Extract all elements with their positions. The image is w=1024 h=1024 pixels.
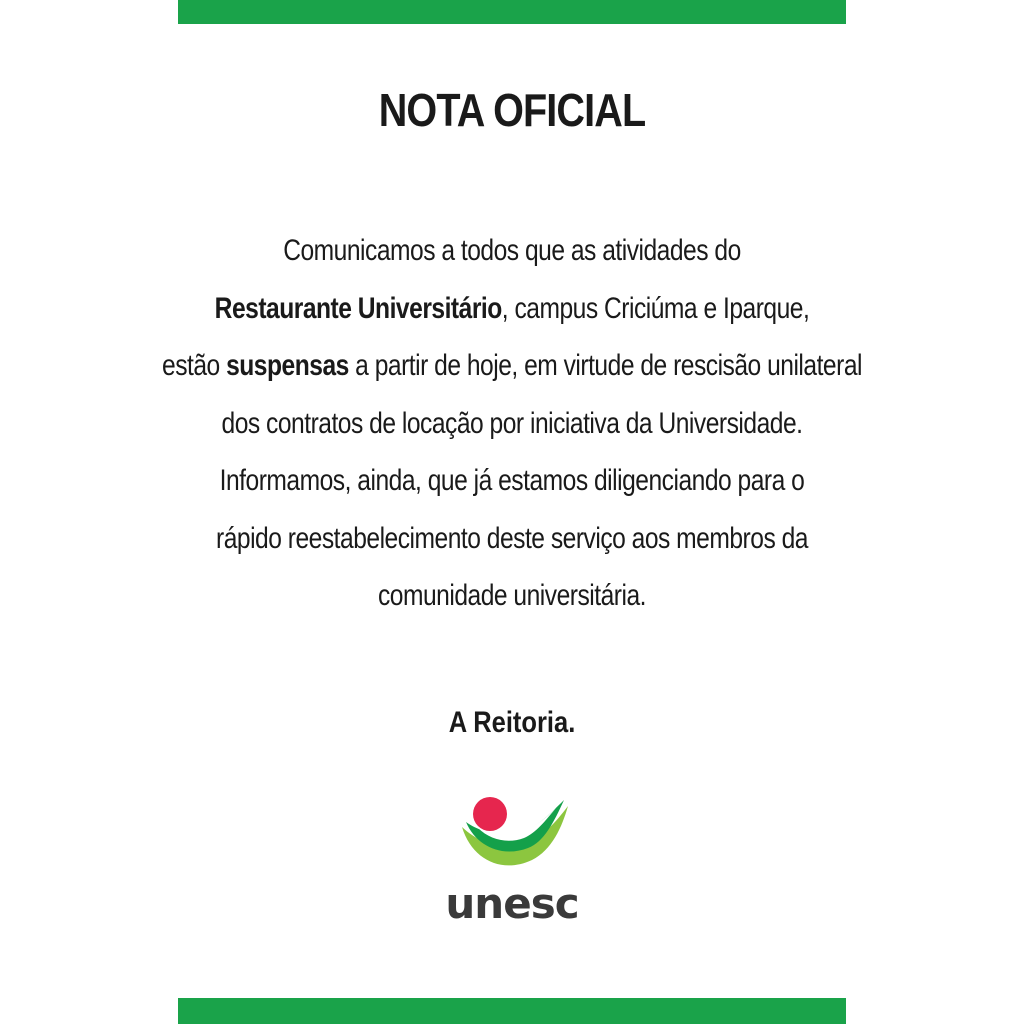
- restaurant-name: Restaurante Universitário: [214, 291, 502, 325]
- logo-wordmark: unesc: [445, 879, 579, 928]
- notice-line-5: Informamos, ainda, que já estamos diligenciando para o: [219, 464, 805, 497]
- notice-line-7: comunidade universitária.: [377, 579, 647, 612]
- notice-line-3: estão suspensas a partir de hoje, em virtude de rescisão unilateral: [162, 349, 862, 382]
- unesc-logo-icon: [432, 782, 592, 932]
- notice-body: [60, 222, 964, 625]
- page-title: NOTA OFICIAL: [378, 84, 646, 136]
- top-accent-bar: [178, 0, 846, 24]
- signature: A Reitoria.: [448, 706, 576, 739]
- suspended-word: suspensas: [226, 349, 349, 382]
- bottom-accent-bar: [178, 998, 846, 1024]
- notice-line-2: Restaurante Universitário, campus Criciúma e Iparque,: [214, 291, 810, 325]
- notice-line-1: Comunicamos a todos que as atividades do: [283, 234, 741, 267]
- unesc-logo: [432, 782, 592, 932]
- notice-line-4: dos contratos de locação por iniciativa da Universidade.: [221, 406, 803, 440]
- notice-line-6: rápido reestabelecimento deste serviço aos membros da: [216, 521, 808, 555]
